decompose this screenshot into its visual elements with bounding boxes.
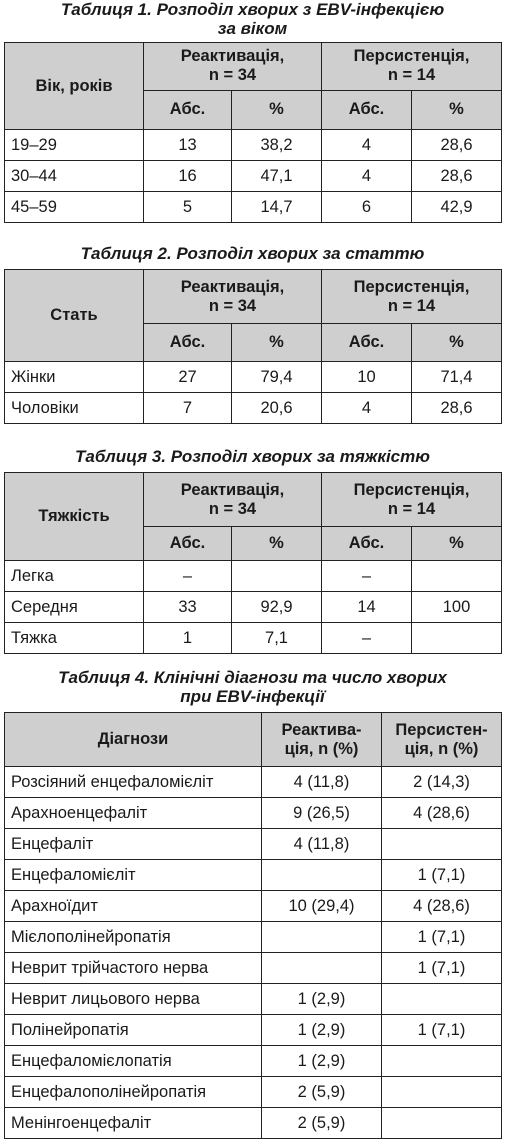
table-1-subheader: Абс. [144,90,232,129]
table-1-block [0,0,505,223]
table-cell: 1 (7,1) [382,1015,502,1046]
table-cell: 2 (14,3) [382,767,502,798]
table-cell: 6 [322,192,412,223]
table-3-subheader: % [232,527,322,561]
table-cell: Менінгоенцефаліт [5,1108,262,1139]
table-row [5,1108,502,1139]
table-cell [382,1108,502,1139]
table-row [5,1015,502,1046]
table-cell: 71,4 [412,362,502,393]
table-2 [4,269,502,424]
table-4-row-header: Діагнози [5,713,262,767]
table-2-group-persistence: Персистенція, n = 14 [322,270,502,324]
table-cell: Арахноїдит [5,891,262,922]
table-cell: 47,1 [232,161,322,192]
table-cell: Енцефаліт [5,829,262,860]
table-row [5,623,502,654]
table-cell: Розсіяний енцефаломієліт [5,767,262,798]
table-cell: 4 [322,161,412,192]
table-cell: 7,1 [232,623,322,654]
table-1-subheader: % [412,90,502,129]
table-row [5,891,502,922]
table-cell: 1 (2,9) [262,1046,382,1077]
table-3-caption: Таблиця 3. Розподіл хворих за тяжкістю [75,447,430,466]
table-cell: 4 [322,393,412,424]
table-3-block [0,447,505,654]
table-4 [4,712,502,1139]
table-cell: 28,6 [412,393,502,424]
table-row [5,161,502,192]
table-cell: Тяжка [5,623,144,654]
table-cell [382,829,502,860]
table-1-caption-line2: за віком [217,19,288,38]
table-2-block [0,244,505,424]
table-cell: Неврит лицьового нерва [5,984,262,1015]
table-1-subheader: Абс. [322,90,412,129]
table-cell: 5 [144,192,232,223]
table-cell: 7 [144,393,232,424]
table-cell: 19–29 [5,130,144,161]
table-cell: 1 (7,1) [382,953,502,984]
table-cell: 14,7 [232,192,322,223]
table-cell [262,860,382,891]
table-cell: Середня [5,592,144,623]
table-cell: 10 [322,362,412,393]
table-cell: 13 [144,130,232,161]
table-cell: 16 [144,161,232,192]
table-cell: 1 (7,1) [382,860,502,891]
table-cell: 33 [144,592,232,623]
table-4-col-persistence: Персистен- ція, n (%) [382,713,502,767]
table-3 [4,472,502,654]
table-row [5,192,502,223]
table-cell: 9 (26,5) [262,798,382,829]
table-cell: Енцефалополінейропатія [5,1077,262,1108]
table-2-subheader: % [412,324,502,362]
table-1-subheader: % [232,90,322,129]
table-cell: Легка [5,561,144,592]
table-3-subheader: Абс. [322,527,412,561]
table-cell: 38,2 [232,130,322,161]
table-1-group-persistence: Персистенція, n = 14 [322,43,502,91]
table-cell: 30–44 [5,161,144,192]
table-cell: 1 (7,1) [382,922,502,953]
table-cell: Енцефаломієліт [5,860,262,891]
table-cell: 1 (2,9) [262,1015,382,1046]
table-cell: 28,6 [412,130,502,161]
table-cell: 4 (11,8) [262,767,382,798]
table-cell [382,1077,502,1108]
table-row [5,767,502,798]
table-row [5,922,502,953]
table-2-group-reactivation: Реактивація, n = 34 [144,270,322,324]
table-row [5,130,502,161]
table-cell: 2 (5,9) [262,1077,382,1108]
table-cell: Мієлополінейропатія [5,922,262,953]
table-cell: Неврит трійчастого нерва [5,953,262,984]
table-4-caption-line2: при EBV-інфекції [180,687,325,706]
table-cell: Жінки [5,362,144,393]
table-cell [382,984,502,1015]
table-row [5,1046,502,1077]
table-cell [262,953,382,984]
table-2-row-header: Стать [5,270,144,362]
table-cell: 28,6 [412,161,502,192]
table-cell [412,561,502,592]
table-1-row-header: Вік, років [5,43,144,130]
table-cell: 14 [322,592,412,623]
table-row [5,1077,502,1108]
table-2-subheader: % [232,324,322,362]
table-4-block [0,668,505,1139]
table-cell: 27 [144,362,232,393]
table-cell [232,561,322,592]
table-cell: Полінейропатія [5,1015,262,1046]
table-row [5,798,502,829]
table-row [5,393,502,424]
table-3-group-persistence: Персистенція, n = 14 [322,473,502,527]
table-cell: 79,4 [232,362,322,393]
table-2-subheader: Абс. [322,324,412,362]
table-cell: Арахноенцефаліт [5,798,262,829]
table-cell: Чоловіки [5,393,144,424]
table-row [5,592,502,623]
table-cell: 2 (5,9) [262,1108,382,1139]
table-2-caption: Таблиця 2. Розподіл хворих за статтю [80,244,425,263]
table-row [5,984,502,1015]
table-3-subheader: % [412,527,502,561]
table-cell: 1 [144,623,232,654]
table-cell: – [144,561,232,592]
table-4-col-reactivation: Реактива- ція, n (%) [262,713,382,767]
table-cell [382,1046,502,1077]
table-row [5,953,502,984]
table-cell: 100 [412,592,502,623]
table-row [5,561,502,592]
table-cell: 4 (28,6) [382,798,502,829]
table-1-group-reactivation: Реактивація, n = 34 [144,43,322,91]
table-cell: 1 (2,9) [262,984,382,1015]
table-cell: 10 (29,4) [262,891,382,922]
table-cell: Енцефаломієлопатія [5,1046,262,1077]
table-row [5,860,502,891]
table-cell: 4 (11,8) [262,829,382,860]
table-cell: – [322,623,412,654]
table-cell: 92,9 [232,592,322,623]
table-1-caption-line1: Таблиця 1. Розподіл хворих з EBV-інфекцією [60,0,445,19]
table-cell: 42,9 [412,192,502,223]
table-cell: 4 [322,130,412,161]
table-2-subheader: Абс. [144,324,232,362]
table-cell: 4 (28,6) [382,891,502,922]
table-cell [412,623,502,654]
table-row [5,829,502,860]
table-3-subheader: Абс. [144,527,232,561]
table-cell: 45–59 [5,192,144,223]
table-4-caption-line1: Таблиця 4. Клінічні діагнози та число хворих [58,668,447,687]
table-cell: 20,6 [232,393,322,424]
table-cell: – [322,561,412,592]
table-row [5,362,502,393]
table-3-row-header: Тяжкість [5,473,144,561]
table-cell [262,922,382,953]
table-3-group-reactivation: Реактивація, n = 34 [144,473,322,527]
table-1 [4,42,502,223]
